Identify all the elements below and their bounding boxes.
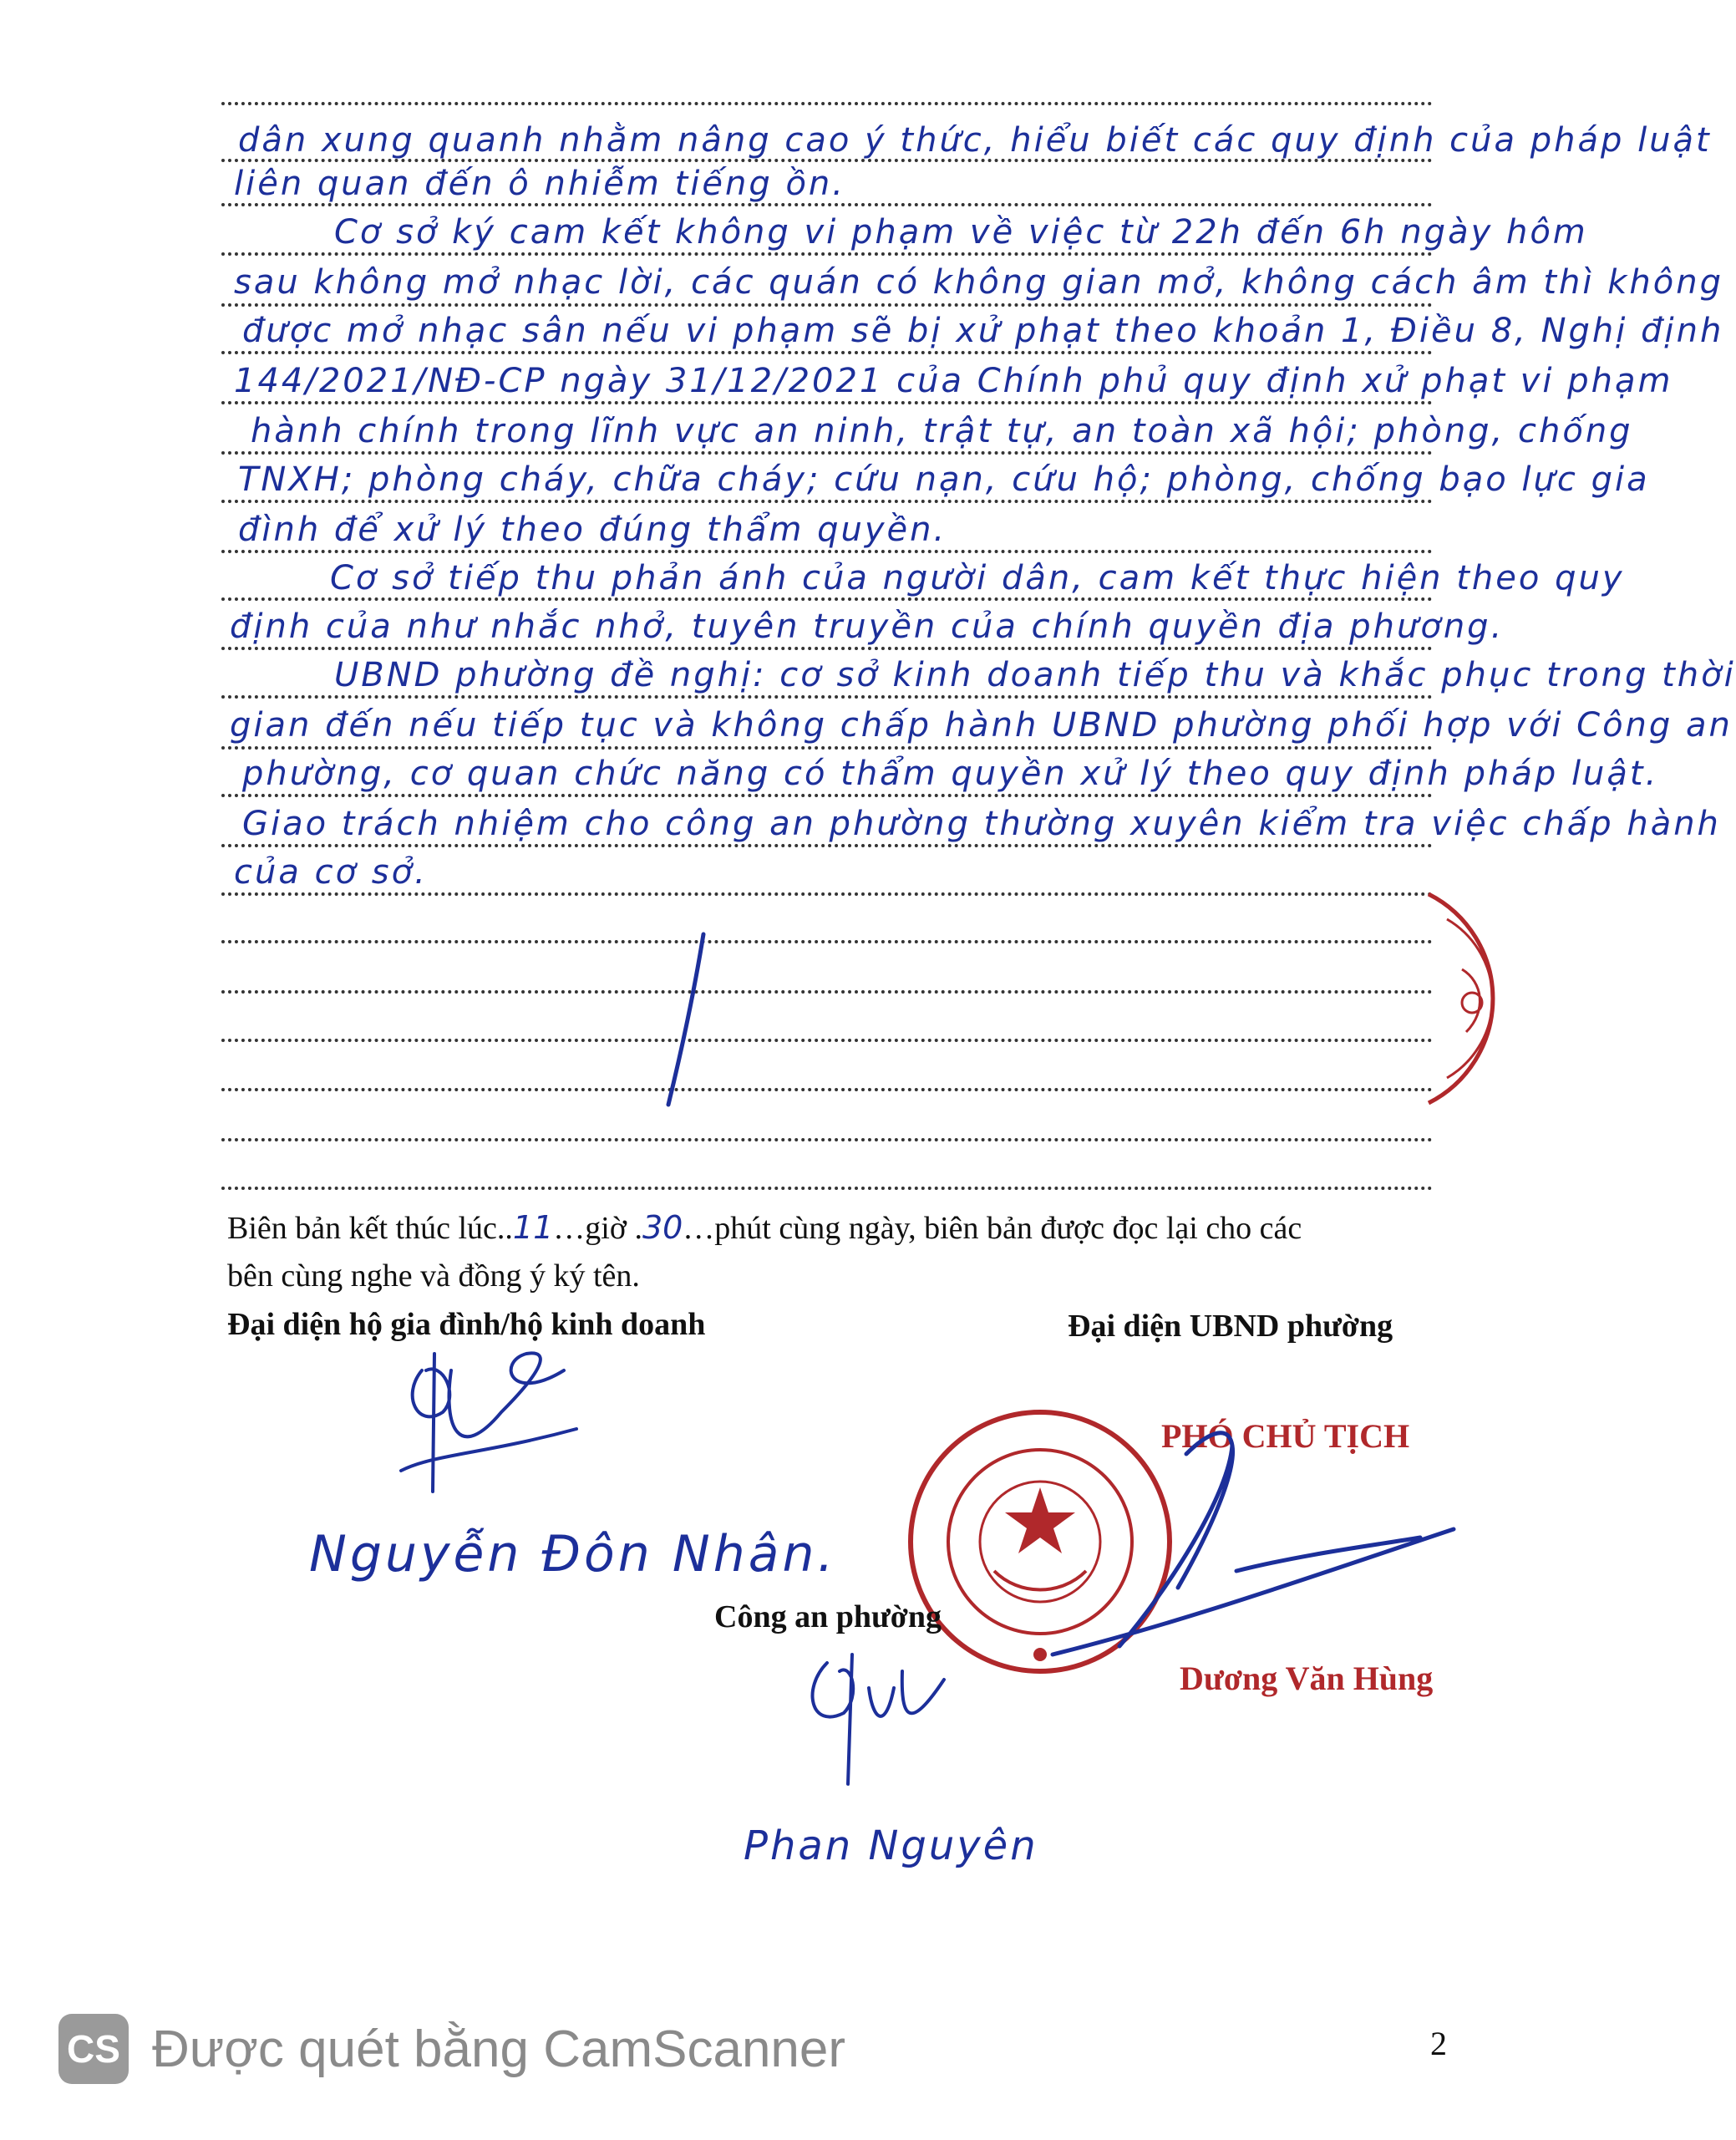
handwritten-line: định của như nhắc nhở, tuyên truyền của chính quyền địa phương.	[230, 607, 1505, 646]
camscanner-watermark	[58, 2014, 845, 2084]
police-signer-name: Phan Nguyên	[744, 1822, 1038, 1869]
dotted-line	[221, 1088, 1433, 1091]
dotted-line	[221, 401, 1433, 404]
dotted-line	[221, 647, 1433, 650]
police-signature	[794, 1638, 961, 1797]
dotted-line	[221, 892, 1433, 896]
ubnd-signature	[952, 1404, 1470, 1671]
dotted-line	[221, 102, 1433, 105]
household-signature	[384, 1337, 585, 1504]
handwritten-line: hành chính trong lĩnh vực an ninh, trật tự, an toàn xã hội; phòng, chống	[251, 412, 1633, 450]
handwritten-line: đình để xử lý theo đúng thẩm quyền.	[238, 511, 947, 549]
dotted-line	[221, 746, 1433, 750]
ubnd-signer-name: Dương Văn Hùng	[1180, 1660, 1434, 1697]
handwritten-line: được mở nhạc sân nếu vi phạm sẽ bị xử phạt theo khoản 1, Điều 8, Nghị định	[242, 312, 1724, 350]
handwritten-line: của cơ sở.	[234, 853, 428, 892]
dotted-line	[221, 1039, 1433, 1042]
dotted-line	[221, 597, 1433, 601]
dotted-line	[221, 1187, 1433, 1190]
handwritten-line: sau không mở nhạc lời, các quán có không gian mở, không cách âm thì không	[234, 263, 1723, 302]
camscanner-logo-icon: CS	[58, 2014, 129, 2084]
page-number: 2	[1430, 2025, 1447, 2062]
household-label: Đại diện hộ gia đình/hộ kinh doanh	[227, 1307, 706, 1342]
closing-line-1: Biên bản kết thúc lúc..11…giờ .30…phút cùng ngày, biên bản được đọc lại cho các	[227, 1209, 1302, 1246]
handwritten-line: dân xung quanh nhằm nâng cao ý thức, hiểu biết các quy định của pháp luật	[238, 121, 1712, 160]
handwritten-line: liên quan đến ô nhiễm tiếng ồn.	[234, 165, 845, 203]
vice-chairman-title: PHÓ CHỦ TỊCH	[1161, 1417, 1410, 1455]
closing-minute: 30	[642, 1209, 683, 1246]
handwritten-line: Cơ sở ký cam kết không vi phạm về việc từ 22h đến 6h ngày hôm	[334, 213, 1588, 252]
handwritten-line: Cơ sở tiếp thu phản ánh của người dân, cam kết thực hiện theo quy	[330, 559, 1625, 597]
dotted-line	[221, 451, 1433, 455]
closing-prefix: Biên bản kết thúc lúc	[227, 1211, 497, 1246]
dotted-line	[221, 550, 1433, 553]
dotted-line	[221, 1138, 1433, 1141]
strike-through-slash	[652, 928, 718, 1111]
dotted-line	[221, 351, 1433, 354]
handwritten-line: UBND phường đề nghị: cơ sở kinh doanh tiếp thu và khắc phục trong thời	[334, 656, 1736, 694]
closing-suffix: phút cùng ngày, biên bản được đọc lại cho các	[714, 1211, 1302, 1246]
dotted-line	[221, 500, 1433, 503]
seal-edge-stamp	[1404, 877, 1546, 1120]
police-label: Công an phường	[714, 1599, 942, 1634]
closing-line-2: bên cùng nghe và đồng ý ký tên.	[227, 1258, 640, 1294]
dotted-line	[221, 940, 1433, 943]
ubnd-label: Đại diện UBND phường	[1068, 1309, 1393, 1344]
dotted-line	[221, 990, 1433, 994]
handwritten-line: TNXH; phòng cháy, chữa cháy; cứu nạn, cứu hộ; phòng, chống bạo lực gia	[238, 460, 1650, 499]
handwritten-line: Giao trách nhiệm cho công an phường thường xuyên kiểm tra việc chấp hành	[242, 805, 1721, 843]
dotted-line	[221, 303, 1433, 307]
dotted-line	[221, 252, 1433, 256]
handwritten-line: phường, cơ quan chức năng có thẩm quyền xử lý theo quy định pháp luật.	[242, 755, 1659, 793]
dotted-line	[221, 695, 1433, 699]
closing-hour-label: giờ	[585, 1211, 627, 1246]
dotted-line	[221, 203, 1433, 206]
handwritten-line: 144/2021/NĐ-CP ngày 31/12/2021 của Chính phủ quy định xử phạt vi phạm	[234, 362, 1673, 400]
watermark-text: Được quét bằng CamScanner	[152, 2020, 846, 2078]
dotted-line	[221, 794, 1433, 797]
household-name: Nguyễn Đôn Nhân.	[309, 1525, 837, 1583]
dotted-line	[221, 844, 1433, 847]
closing-hour: 11	[512, 1209, 554, 1246]
handwritten-line: gian đến nếu tiếp tục và không chấp hành UBND phường phối hợp với Công an	[230, 706, 1733, 745]
